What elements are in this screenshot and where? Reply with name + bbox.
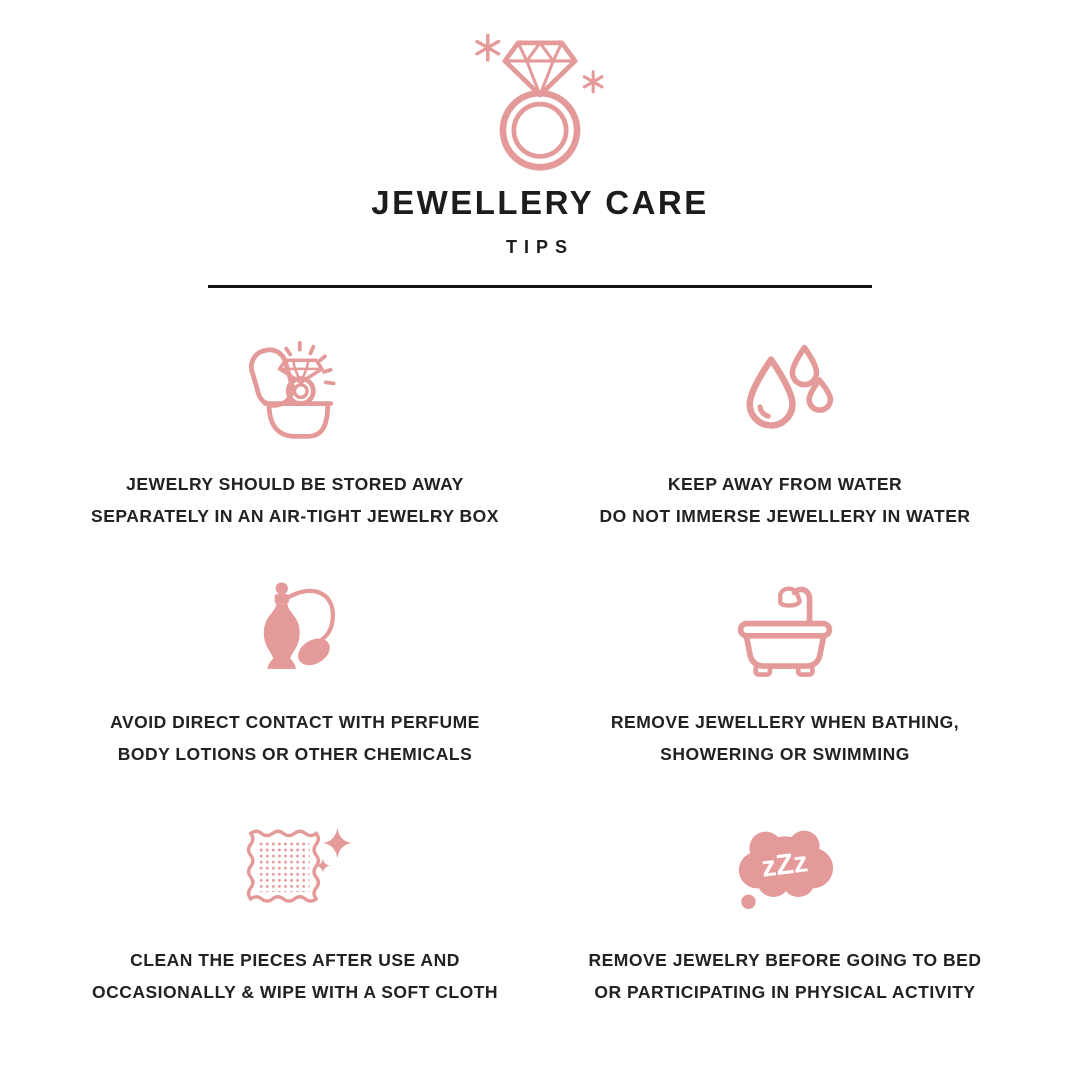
sparkle-star-icon — [323, 828, 352, 859]
tip-card-clean — [50, 810, 540, 1008]
tip-caption-line: CLEAN THE PIECES AFTER USE AND — [130, 950, 460, 970]
tip-caption-line: OCCASIONALLY & WIPE WITH A SOFT CLOTH — [91, 982, 499, 1002]
tip-caption-line: REMOVE JEWELRY BEFORE GOING TO BED — [588, 950, 982, 970]
tip-caption-line: REMOVE JEWELLERY WHEN BATHING, — [610, 712, 960, 732]
perfume-atomizer-icon — [238, 572, 352, 684]
tip-caption-line: JEWELRY SHOULD BE STORED AWAY — [126, 474, 464, 494]
cleaning-cloth-icon — [235, 810, 355, 922]
diamond-ring-with-sparkles-icon — [464, 22, 616, 172]
sparkle-asterisk-icon — [477, 35, 498, 60]
tip-card-bathtub — [540, 572, 1030, 770]
water-drops-icon — [734, 334, 836, 446]
page-title: JEWELLERY CARE — [371, 184, 709, 221]
tip-card-storage — [50, 334, 540, 532]
tip-caption-line: OR PARTICIPATING IN PHYSICAL ACTIVITY — [594, 982, 976, 1002]
tip-card-water — [540, 334, 1030, 532]
ring-box-icon — [237, 334, 353, 446]
sleep-cloud-icon — [721, 810, 849, 922]
tip-caption-line: AVOID DIRECT CONTACT WITH PERFUME — [110, 712, 480, 732]
sparkle-asterisk-icon — [584, 72, 602, 92]
tip-caption-line: DO NOT IMMERSE JEWELLERY IN WATER — [599, 506, 971, 526]
tips-grid — [50, 334, 1030, 1008]
bathtub-shower-icon — [728, 572, 842, 684]
header-divider — [208, 285, 872, 288]
tip-caption-line: BODY LOTIONS OR OTHER CHEMICALS — [117, 744, 473, 764]
tip-card-perfume — [50, 572, 540, 770]
tip-caption-line: SEPARATELY IN AN AIR-TIGHT JEWELRY BOX — [91, 506, 499, 526]
page-subtitle: TIPS — [505, 237, 574, 257]
tip-card-sleep — [540, 810, 1030, 1008]
tip-caption-line: KEEP AWAY FROM WATER — [667, 474, 903, 494]
tip-caption-line: SHOWERING OR SWIMMING — [660, 744, 910, 764]
zzz-text: zZz — [759, 846, 810, 884]
